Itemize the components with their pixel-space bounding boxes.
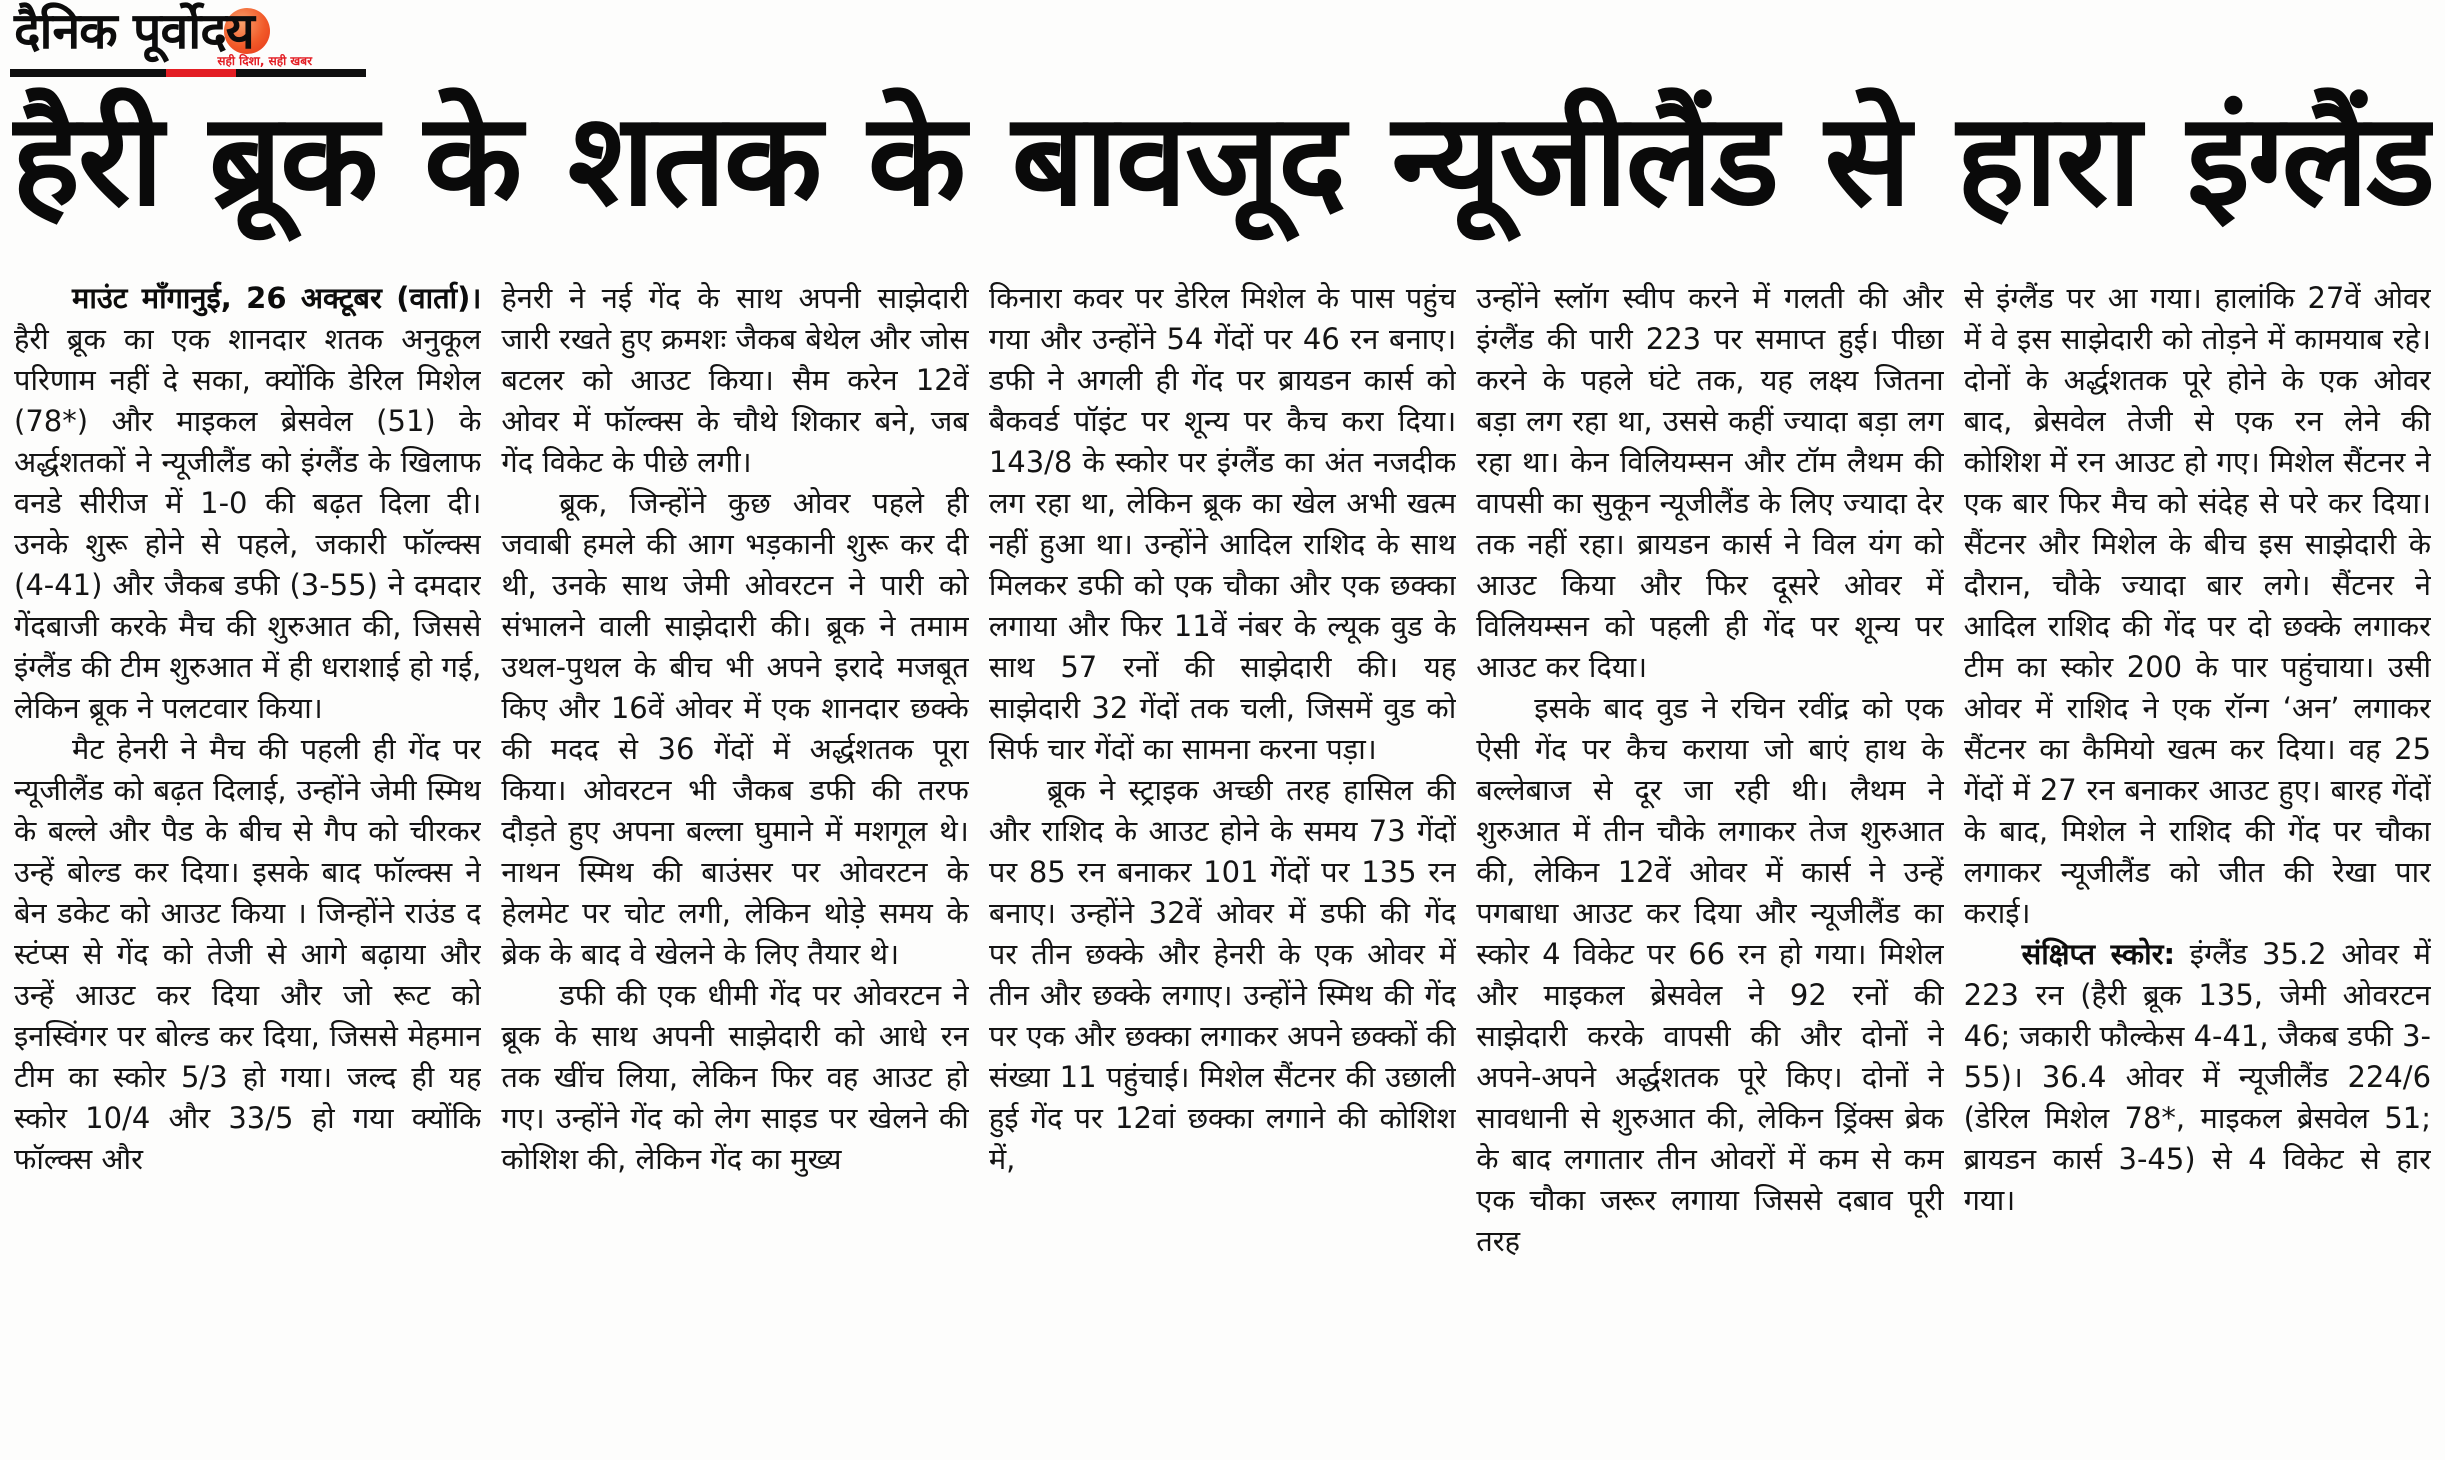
column-4 [1476,278,1943,1458]
paragraph: इसके बाद वुड ने रचिन रवींद्र को एक ऐसी गेंद पर कैच कराया जो बाएं हाथ के बल्लेबाज से दूर जा रही थी। लैथम ने शुरुआत में तीन चौके लगाकर तेज शुरुआत की, लेकिन 12वें ओवर में कार्स ने उन्हें पगबाधा आउट कर दिया और न्यूजीलैंड का स्कोर 4 विकेट पर 66 रन हो गया। मिशेल और माइकल ब्रेसवेल ने 92 रनों की साझेदारी करके वापसी की और दोनों ने अपने-अपने अर्द्धशतक पूरे किए। दोनों ने सावधानी से शुरुआत की, लेकिन ड्रिंक्स ब्रेक के बाद लगातार तीन ओवरों में कम से कम एक चौका जरूर लगाया जिससे दबाव पूरी तरह [1476,691,1944,1258]
newspaper-logo: दैनिक पूर्वोदय [14,2,254,60]
column-5 [1964,278,2431,1458]
logo-tagline: सही दिशा, सही खबर [217,54,312,68]
dateline: माउंट मॉंगानुई, 26 अक्टूबर (वार्ता)। [72,281,482,315]
paragraph [14,278,481,729]
paragraph: ब्रूक, जिन्होंने कुछ ओवर पहले ही जवाबी हमले की आग भड़कानी शुरू कर दी थी, उनके साथ जेमी ओवरटन ने पारी को संभालने वाली साझेदारी की। ब्रूक ने तमाम उथल-पुथल के बीच भी अपने इरादे मजबूत किए और 16वें ओवर में एक शानदार छक्के की मदद से 36 गेंदों में अर्द्धशतक पूरा किया। ओवरटन भी जैकब डफी की तरफ दौड़ते हुए अपना बल्ला घुमाने में मशगूल थे। नाथन स्मिथ की बाउंसर पर ओवरटन के हेलमेट पर चोट लगी, लेकिन थोड़े समय के ब्रेक के बाद वे खेलने के लिए तैयार थे। [501,486,969,971]
paragraph: हेनरी ने नई गेंद के साथ अपनी साझेदारी जारी रखते हुए क्रमशः जैकब बेथेल और जोस बटलर को आउट किया। सैम करेन 12वें ओवर में फॉल्क्स के चौथे शिकार बने, जब गेंद विकेट के पीछे लगी। [501,281,969,479]
masthead [14,2,394,80]
paragraph-text: इंग्लैंड 35.2 ओवर में 223 रन (हैरी ब्रूक 135, जेमी ओवरटन 46; जकारी फौल्केस 4-41, जैकब डफी 3-55)। 36.4 ओवर में न्यूजीलैंड 224/6 (डेरिल मिशेल 78*, माइकल ब्रेसवेल 51; ब्रायडन कार्स 3-45) से 4 विकेट से हार गया। [1963,937,2432,1217]
column-1 [14,278,481,1458]
paragraph: किनारा कवर पर डेरिल मिशेल के पास पहुंच गया और उन्होंने 54 गेंदों पर 46 रन बनाए। डफी ने अगली ही गेंद पर ब्रायडन कार्स को बैकवर्ड पॉइंट पर शून्य पर कैच करा दिया। 143/8 के स्कोर पर इंग्लैंड का अंत नजदीक लग रहा था, लेकिन ब्रूक का खेल अभी खत्म नहीं हुआ था। उन्होंने आदिल राशिद के साथ मिलकर डफी को एक चौका और एक छक्का लगाया और फिर 11वें नंबर के ल्यूक वुड के साथ 57 रनों की साझेदारी की। यह साझेदारी 32 गेंदों तक चली, जिसमें वुड को सिर्फ चार गेंदों का सामना करना पड़ा। [988,281,1457,766]
column-2 [501,278,968,1458]
paragraph [1964,934,2431,1221]
summary-score-label: संक्षिप्त स्कोर: [2021,937,2176,971]
paragraph: उन्होंने स्लॉग स्वीप करने में गलती की और इंग्लैंड की पारी 223 पर समाप्त हुई। पीछा करने के पहले घंटे तक, यह लक्ष्य जितना बड़ा लग रहा था, उससे कहीं ज्यादा बड़ा लग रहा था। केन विलियम्सन और टॉम लैथम की वापसी का सुकून न्यूजीलैंड के लिए ज्यादा देर तक नहीं रहा। ब्रायडन कार्स ने विल यंग को आउट किया और फिर दूसरे ओवर में विलियम्सन को पहली ही गेंद पर शून्य पर आउट कर दिया। [1476,281,1944,684]
column-3 [989,278,1456,1458]
paragraph: से इंग्लैंड पर आ गया। हालांकि 27वें ओवर में वे इस साझेदारी को तोड़ने में कामयाब रहे। दोनों के अर्द्धशतक पूरे होने के एक ओवर बाद, ब्रेसवेल तेजी से एक रन लेने की कोशिश में रन आउट हो गए। मिशेल सैंटनर ने एक बार फिर मैच को संदेह से परे कर दिया। सैंटनर और मिशेल के बीच इस साझेदारी के दौरान, चौके ज्यादा बार लगे। सैंटनर ने आदिल राशिद की गेंद पर दो छक्के लगाकर टीम का स्कोर 200 के पार पहुंचाया। उसी ओवर में राशिद ने एक रॉन्ग ‘अन’ लगाकर सैंटनर का कैमियो खत्म कर दिया। वह 25 गेंदों में 27 रन बनाकर आउट हुए। बारह गेंदों के बाद, मिशेल ने राशिद की गेंद पर चौका लगाकर न्यूजीलैंड को जीत की रेखा पार कराई। [1963,281,2432,930]
paragraph: मैट हेनरी ने मैच की पहली ही गेंद पर न्यूजीलैंड को बढ़त दिलाई, उन्होंने जेमी स्मिथ के बल्ले और पैड के बीच से गैप को चीरकर उन्हें बोल्ड कर दिया। इसके बाद फॉल्क्स ने बेन डकेट को आउट किया । जिन्होंने राउंड द स्टंप्स से गेंद को तेजी से आगे बढ़ाया और उन्हें आउट कर दिया और जो रूट को इनस्विंगर पर बोल्ड कर दिया, जिससे मेहमान टीम का स्कोर 5/3 हो गया। जल्द ही यह स्कोर 10/4 और 33/5 हो गया क्योंकि फॉल्क्स और [14,732,482,1176]
article-headline: हैरी ब्रूक के शतक के बावजूद न्यूजीलैंड से हारा इंग्लैंड [12,86,2433,235]
paragraph-text: हैरी ब्रूक का एक शानदार शतक अनुकूल परिणाम नहीं दे सका, क्योंकि डेरिल मिशेल (78*) और माइकल ब्रेसवेल (51) के अर्द्धशतकों ने न्यूजीलैंड को इंग्लैंड के खिलाफ वनडे सीरीज में 1-0 की बढ़त दिला दी। उनके शुरू होने से पहले, जकारी फॉल्क्स (4-41) और जैकब डफी (3-55) ने दमदार गेंदबाजी करके मैच की शुरुआत की, जिससे इंग्लैंड की टीम शुरुआत में ही धराशाई हो गई, लेकिन ब्रूक ने पलटवार किया। [14,322,482,725]
paragraph: डफी की एक धीमी गेंद पर ओवरटन ने ब्रूक के साथ अपनी साझेदारी को आधे रन तक खींच लिया, लेकिन फिर वह आउट हो गए। उन्होंने गेंद को लेग साइड पर खेलने की कोशिश की, लेकिन गेंद का मुख्य [501,978,969,1176]
paragraph: ब्रूक ने स्ट्राइक अच्छी तरह हासिल की और राशिद के आउट होने के समय 73 गेंदों पर 85 रन बनाकर 101 गेंदों पर 135 रन बनाए। उन्होंने 32वें ओवर में डफी की गेंद पर तीन छक्के और हेनरी के एक ओवर में तीन और छक्के लगाए। उन्होंने स्मिथ की गेंद पर एक और छक्का लगाकर अपने छक्कों की संख्या 11 पहुंचाई। मिशेल सैंटनर की उछाली हुई गेंद पर 12वां छक्का लगाने की कोशिश में, [988,773,1457,1176]
article-body [14,278,2431,1458]
